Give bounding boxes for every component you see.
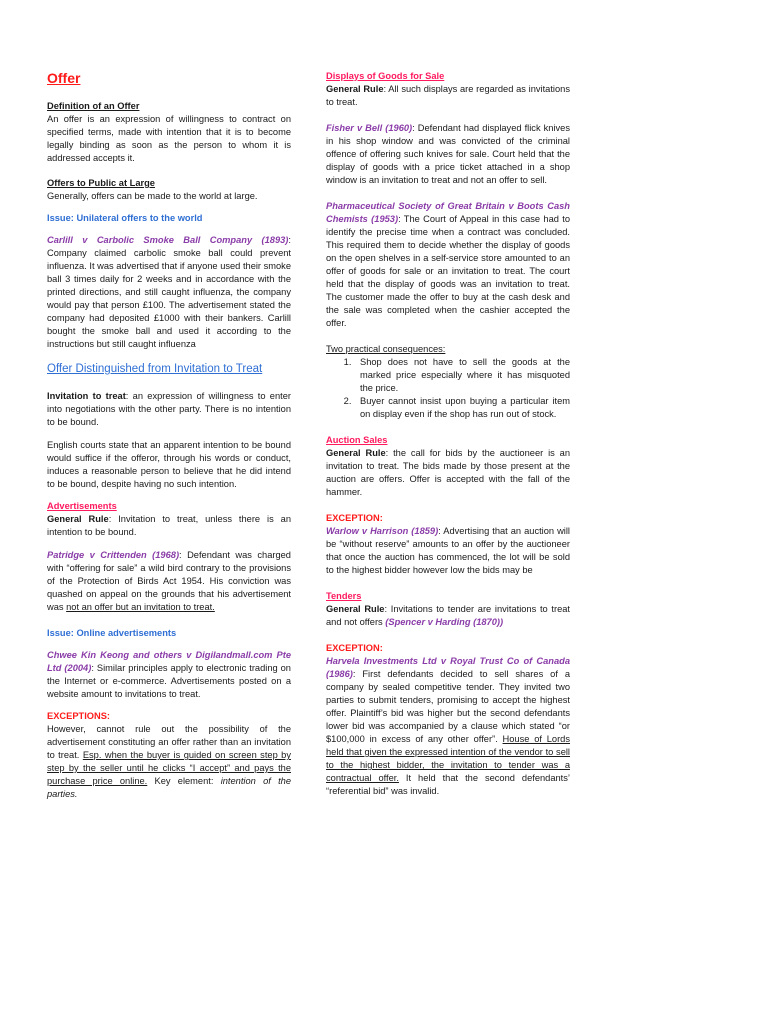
public-offers-heading: Offers to Public at Large <box>47 178 155 188</box>
carlill-text: : Company claimed carbolic smoke ball could prevent influenza. It was advertised that if anyone used their smoke ball 3 times daily for 2 weeks and in accordance with the printed directions, and still caught influenza, the company would pay that person £100. The advertisement stated the company had deposited £1000 with their bankers. Carlill bought the smoke ball and used it according to the instructions but still caught influenza <box>47 235 291 349</box>
harvela-text-end: It held that the second defendants’ “referential bid” was invalid. <box>326 773 570 796</box>
itt-definition <box>47 390 291 429</box>
offer-vs-itt-heading: Offer Distinguished from Invitation to Treat <box>47 363 263 375</box>
displays-heading: Displays of Goods for Sale <box>326 71 445 81</box>
itt-term: Invitation to treat <box>47 391 126 401</box>
harvela-underline: House of Lords held that given the expressed intention of the vendor to sell to the highest bidder, the invitation to tender was a contractual offer. <box>326 734 570 783</box>
tenders-general-rule <box>326 603 570 629</box>
list-item: 1. Shop does not have to sell the goods at the marked price especially where it has misquoted the price. <box>354 356 570 395</box>
warlow-case-name: Warlow v Harrison (1859) <box>326 526 439 536</box>
spencer-case-name: (Spencer v Harding (1870)) <box>385 617 504 627</box>
displays-rule-text: : All such displays are regarded as invitations to treat. <box>326 84 570 107</box>
pharma-text: : The Court of Appeal in this case had to identify the precise time when a contract was concluded. This required them to decide whether the display of goods on the open shelves in a self-service store amounted to an offer of goods for sale or an invitation to treat. The court held that the display of goods was an invitation to treat. The customer made the offer to buy at the cash desk and the sale was completed when the cashier accepted the offer. <box>326 214 570 328</box>
advertisements-heading: Advertisements <box>47 501 117 511</box>
displays-rule-label: General Rule <box>326 84 384 94</box>
chwee-paragraph <box>47 649 291 701</box>
partridge-case-name: Patridge v Crittenden (1968) <box>47 550 180 560</box>
carlill-paragraph <box>47 234 291 351</box>
page-title: Offer <box>47 70 81 86</box>
harvela-text: : First defendants decided to sell shares of a company by sealed competitive tender. They invited two parties to submit tenders, promising to accept the highest offer. Plaintiff’s bid was higher but the second defendants lower bid was accompanied by a clause which stated “or $100,000 in excess of any other offer”. <box>326 669 570 744</box>
itt-text: : an expression of willingness to enter into negotiations with the other party. There is no intention to be bound. <box>47 391 291 427</box>
fisher-paragraph <box>326 122 570 187</box>
ads-general-rule <box>47 513 291 539</box>
issue-unilateral-offers: Issue: Unilateral offers to the world <box>47 213 203 223</box>
chwee-text: : Similar principles apply to electronic trading on the Internet or e-commerce. Advertisements posted on a website amount to invitations to treat. <box>47 663 291 699</box>
consequences-list <box>326 356 570 421</box>
tenders-exception-heading: EXCEPTION: <box>326 643 383 653</box>
exceptions-underline: Esp. when the buyer is guided on screen step by step by the seller until he clicks “I accept” and pays the purchase price online. <box>47 750 291 786</box>
partridge-paragraph <box>47 549 291 614</box>
public-offers-text: Generally, offers can be made to the world at large. <box>47 191 258 201</box>
definition-heading: Definition of an Offer <box>47 101 140 111</box>
definition-text: An offer is an expression of willingness to contract on specified terms, made with intention that it is to become legally binding as soon as the person to whom it is addressed accepts it. <box>47 114 291 163</box>
fisher-text: : Defendant had displayed flick knives in his shop window and was convicted of the criminal offence of offering such knives for sale. Court held that the display of goods with a price ticket attached in a shop window is an invitation to treat and not an offer to sell. <box>326 123 571 185</box>
warlow-text: : Advertising that an auction will be “without reserve” amounts to an offer by the auctioneer that once the auction has commenced, the lot will be sold to the highest bidder however low the bids may be <box>326 526 570 575</box>
consequences-heading-text: Two practical consequences: <box>326 344 446 354</box>
pharma-case-name: Pharmaceutical Society of Great Britain v Boots Cash Chemists (1953) <box>326 201 570 224</box>
exceptions-italic: intention of the parties. <box>47 776 291 799</box>
pharma-paragraph <box>326 200 570 330</box>
harvela-case-name: Harvela Investments Ltd v Royal Trust Co of Canada (1986) <box>326 656 570 679</box>
exceptions-key: Key element: <box>147 776 221 786</box>
auction-heading: Auction Sales <box>326 435 388 445</box>
ads-rule-text: : Invitation to treat, unless there is an intention to be bound. <box>47 514 292 537</box>
chwee-case-name: Chwee Kin Keong and others v Digilandmall.com Pte Ltd (2004) <box>47 650 291 673</box>
partridge-text: : Defendant was charged with “offering for sale” a wild bird contrary to the provisions of the Protection of Birds Act 1954. His conviction was quashed on appeal on the grounds that his advertisement was <box>47 550 291 612</box>
tenders-heading: Tenders <box>326 591 362 601</box>
left-column <box>47 66 291 801</box>
list-item: 2. Buyer cannot insist upon buying a particular item on display even if the shop has run out of stock. <box>354 395 570 421</box>
harvela-paragraph <box>326 655 570 798</box>
exceptions-paragraph <box>47 723 291 801</box>
issue-online-ads: Issue: Online advertisements <box>47 628 177 638</box>
partridge-underline: not an offer but an invitation to treat. <box>66 602 215 612</box>
english-courts-text: English courts state that an apparent intention to be bound would suffice if the offeror, through his words or conduct, induces a reasonable person to believe that he did intend to be bound, despite having no such intention. <box>47 440 291 489</box>
exceptions-text: However, cannot rule out the possibility of the advertisement constituting an offer rather than an invitation to treat. <box>47 724 291 760</box>
warlow-paragraph <box>326 525 570 577</box>
tenders-rule-text: : Invitations to tender are invitations to treat and not offers <box>326 604 570 627</box>
exceptions-heading: EXCEPTIONS: <box>47 711 111 721</box>
auction-rule-text: : the call for bids by the auctioneer is an invitation to treat. The bids made by those present at the auction are offers. Offer is accepted with the fall of the hammer. <box>326 448 570 497</box>
tenders-rule-label: General Rule <box>326 604 385 614</box>
fisher-case-name: Fisher v Bell (1960) <box>326 123 413 133</box>
auction-exception-heading: EXCEPTION: <box>326 513 383 523</box>
carlill-case-name: Carlill v Carbolic Smoke Ball Company (1893) <box>47 235 289 245</box>
consequences-heading <box>326 343 570 356</box>
right-column <box>326 66 570 798</box>
displays-general-rule <box>326 83 570 109</box>
auction-rule-label: General Rule <box>326 448 386 458</box>
auction-general-rule <box>326 447 570 499</box>
ads-rule-label: General Rule <box>47 514 109 524</box>
